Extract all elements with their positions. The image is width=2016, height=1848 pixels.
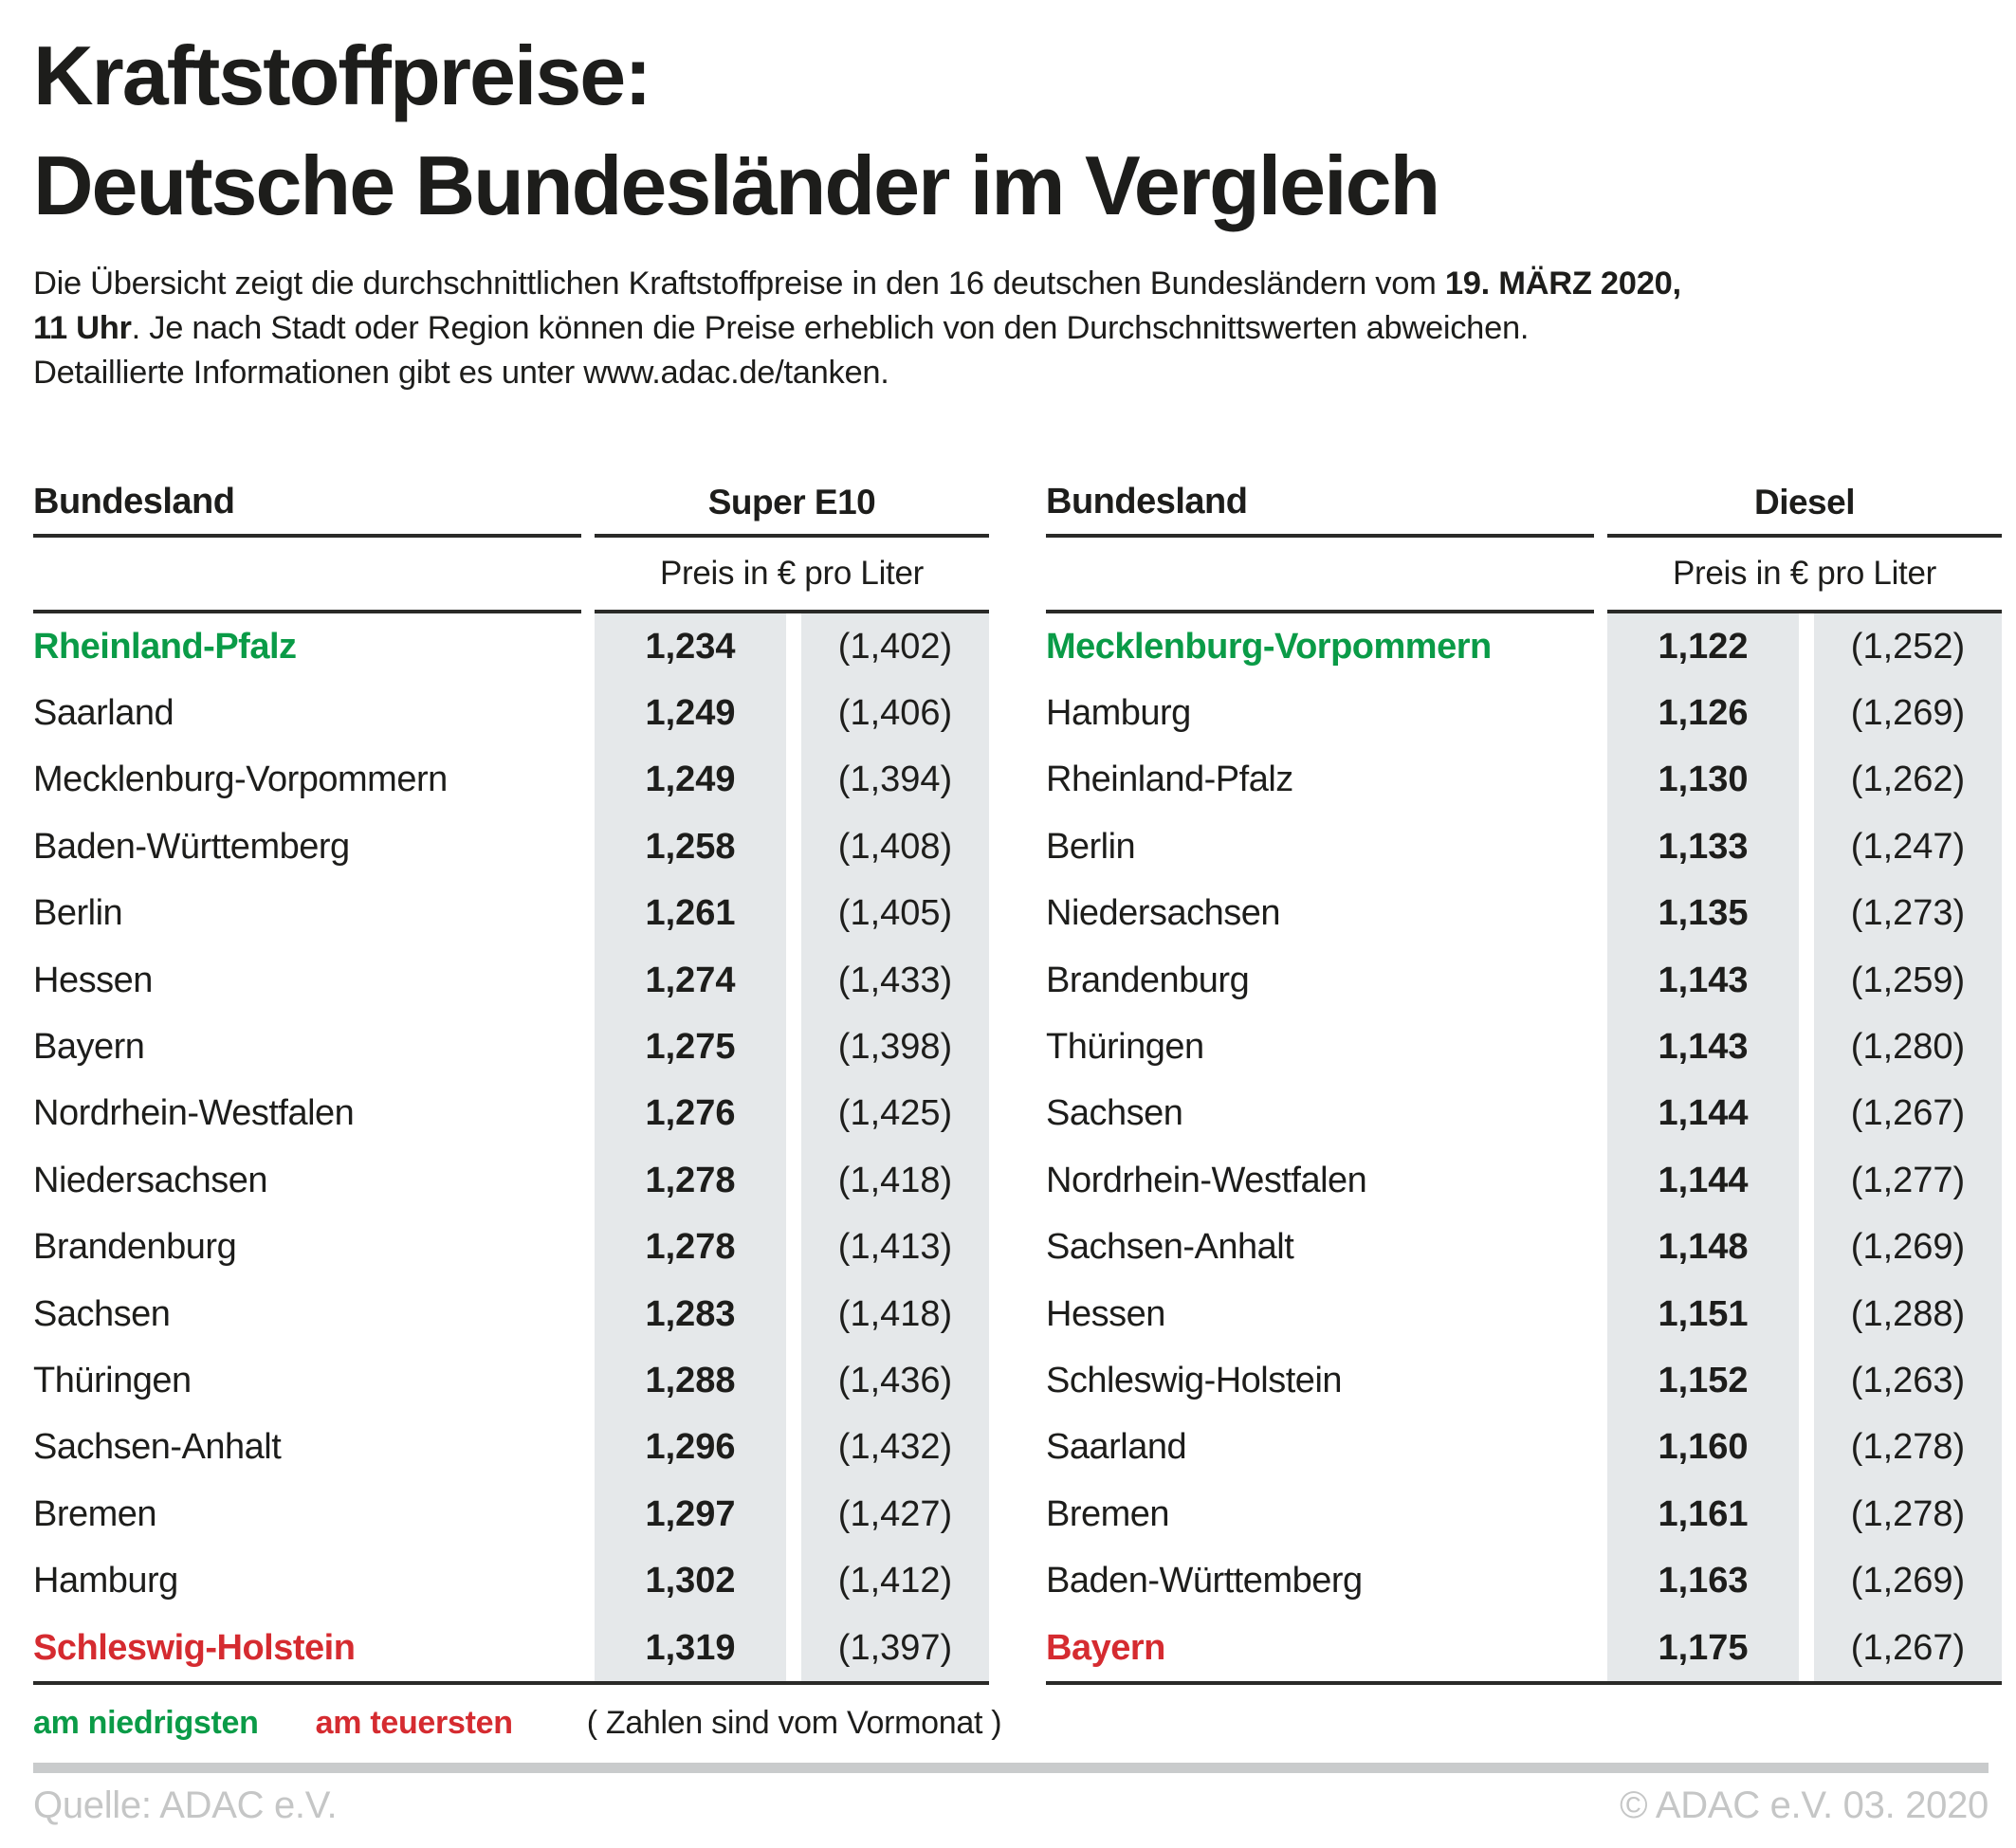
unit-row-spacer [1046,538,1594,613]
table-row [33,1014,989,1080]
table-row [1046,814,2002,880]
table-unit-row [1046,538,2002,613]
state-name: Thüringen [33,1360,192,1400]
previous-month-price: (1,262) [1814,747,2002,814]
legend-highest-label: am teuersten [315,1705,513,1742]
previous-month-price: (1,413) [801,1215,989,1281]
intro-segment: Detaillierte Informationen gibt es unter www.adac.de/tanken. [33,355,889,391]
table-row [33,1215,989,1281]
previous-month-price: (1,425) [801,1081,989,1147]
table-row [33,1347,989,1414]
state-name: Saarland [33,693,174,734]
table-unit-row [33,538,989,613]
current-price: 1,276 [595,1081,786,1147]
previous-month-price: (1,433) [801,947,989,1014]
footer [33,1784,1989,1827]
previous-month-price: (1,436) [801,1347,989,1414]
current-price: 1,278 [595,1147,786,1214]
state-name: Rheinland-Pfalz [1046,759,1293,800]
previous-month-price: (1,280) [1814,1014,2002,1080]
previous-month-price: (1,259) [1814,947,2002,1014]
state-name: Bayern [33,1027,145,1068]
current-price: 1,126 [1607,680,1799,746]
previous-month-price: (1,418) [801,1281,989,1347]
previous-month-price: (1,273) [1814,881,2002,947]
state-name: Brandenburg [33,1227,237,1268]
legend [33,1705,2001,1742]
previous-month-price: (1,267) [1814,1615,2002,1681]
table-row [33,814,989,880]
current-price: 1,135 [1607,881,1799,947]
previous-month-price: (1,418) [801,1147,989,1214]
table-row [1046,1081,2002,1147]
previous-month-price: (1,252) [1814,613,2002,680]
column-gap [581,538,595,613]
state-name: Bremen [1046,1493,1170,1534]
state-name: Saarland [1046,1427,1187,1468]
current-price: 1,151 [1607,1281,1799,1347]
current-price: 1,278 [595,1215,786,1281]
previous-month-price: (1,397) [801,1615,989,1681]
table-row [33,1147,989,1214]
state-name: Schleswig-Holstein [1046,1360,1343,1400]
current-price: 1,130 [1607,747,1799,814]
state-name: Thüringen [1046,1027,1204,1068]
previous-month-price: (1,247) [1814,814,2002,880]
current-price: 1,261 [595,881,786,947]
column-gap [581,475,595,538]
price-table-diesel [1046,475,2002,1685]
current-price: 1,144 [1607,1147,1799,1214]
current-price: 1,249 [595,747,786,814]
state-name: Sachsen [1046,1093,1183,1134]
table-row [1046,1481,2002,1547]
previous-month-price: (1,432) [801,1415,989,1481]
state-name: Sachsen [33,1293,171,1334]
table-row [33,1547,989,1614]
current-price: 1,175 [1607,1615,1799,1681]
current-price: 1,297 [595,1481,786,1547]
current-price: 1,258 [595,814,786,880]
table-row [33,1415,989,1481]
current-price: 1,148 [1607,1215,1799,1281]
table-body [33,613,989,1685]
current-price: 1,288 [595,1347,786,1414]
state-name: Schleswig-Holstein [33,1627,356,1668]
table-header-row [1046,475,2002,538]
legend-lowest-label: am niedrigsten [33,1705,259,1742]
previous-month-price: (1,408) [801,814,989,880]
price-table-super-e10 [33,475,989,1685]
previous-month-price: (1,278) [1814,1415,2002,1481]
unit-row-spacer [33,538,581,613]
state-name: Niedersachsen [1046,893,1280,934]
state-name: Bremen [33,1493,157,1534]
table-row [33,1081,989,1147]
col-header-bundesland: Bundesland [33,475,581,538]
table-row [1046,680,2002,746]
current-price: 1,163 [1607,1547,1799,1614]
current-price: 1,122 [1607,613,1799,680]
state-name: Mecklenburg-Vorpommern [1046,626,1492,667]
state-name: Nordrhein-Westfalen [33,1093,355,1134]
previous-month-price: (1,267) [1814,1081,2002,1147]
current-price: 1,160 [1607,1415,1799,1481]
table-row [1046,613,2002,680]
state-name: Hamburg [1046,693,1191,734]
table-row [33,881,989,947]
state-name: Brandenburg [1046,960,1250,1000]
previous-month-price: (1,427) [801,1481,989,1547]
previous-month-price: (1,402) [801,613,989,680]
current-price: 1,143 [1607,1014,1799,1080]
previous-month-price: (1,398) [801,1014,989,1080]
state-name: Sachsen-Anhalt [1046,1227,1294,1268]
state-name: Hessen [33,960,153,1000]
table-row [33,947,989,1014]
intro-bold-segment: 19. MÄRZ 2020, [1444,265,1681,302]
intro-segment: Die Übersicht zeigt die durchschnittlichen Kraftstoffpreise in den 16 deutschen Bundesländern vom [33,265,1445,302]
state-name: Rheinland-Pfalz [33,626,297,667]
table-row [1046,1281,2002,1347]
table-header-row [33,475,989,538]
previous-month-price: (1,269) [1814,1215,2002,1281]
table-row [33,1281,989,1347]
table-row [33,747,989,814]
previous-month-price: (1,406) [801,680,989,746]
table-row [1046,947,2002,1014]
state-name: Niedersachsen [33,1160,267,1200]
current-price: 1,275 [595,1014,786,1080]
previous-month-price: (1,269) [1814,680,2002,746]
table-row [1046,1147,2002,1214]
col-header-bundesland: Bundesland [1046,475,1594,538]
state-name: Mecklenburg-Vorpommern [33,759,448,800]
footer-divider [33,1763,1989,1773]
current-price: 1,152 [1607,1347,1799,1414]
state-name: Bayern [1046,1627,1165,1668]
intro-text [33,262,2001,395]
current-price: 1,234 [595,613,786,680]
table-row [33,680,989,746]
current-price: 1,296 [595,1415,786,1481]
tables-container [33,475,2001,1685]
table-row [33,1481,989,1547]
current-price: 1,143 [1607,947,1799,1014]
current-price: 1,274 [595,947,786,1014]
footer-copyright: © ADAC e.V. 03. 2020 [1620,1784,1989,1827]
state-name: Nordrhein-Westfalen [1046,1160,1367,1200]
column-gap [1594,475,1607,538]
table-row [1046,1347,2002,1414]
table-row [1046,1547,2002,1614]
page-title [33,21,2001,241]
legend-note: ( Zahlen sind vom Vormonat ) [586,1705,1002,1742]
current-price: 1,283 [595,1281,786,1347]
table-row [1046,747,2002,814]
unit-label: Preis in € pro Liter [595,538,989,613]
state-name: Berlin [33,893,123,934]
page-title-line2: Deutsche Bundesländer im Vergleich [33,138,1439,232]
current-price: 1,249 [595,680,786,746]
col-header-fuel: Diesel [1607,475,2002,538]
state-name: Baden-Württemberg [1046,1561,1363,1601]
current-price: 1,144 [1607,1081,1799,1147]
current-price: 1,302 [595,1547,786,1614]
table-row [1046,1014,2002,1080]
footer-source: Quelle: ADAC e.V. [33,1784,338,1827]
previous-month-price: (1,277) [1814,1147,2002,1214]
table-row [1046,881,2002,947]
table-row [33,613,989,680]
unit-label: Preis in € pro Liter [1607,538,2002,613]
table-row [1046,1615,2002,1681]
previous-month-price: (1,263) [1814,1347,2002,1414]
current-price: 1,133 [1607,814,1799,880]
state-name: Hamburg [33,1561,178,1601]
intro-bold-segment: 11 Uhr [33,310,132,346]
state-name: Hessen [1046,1293,1165,1334]
table-row [1046,1215,2002,1281]
previous-month-price: (1,405) [801,881,989,947]
current-price: 1,319 [595,1615,786,1681]
table-row [1046,1415,2002,1481]
state-name: Berlin [1046,826,1136,867]
previous-month-price: (1,269) [1814,1547,2002,1614]
table-row [33,1615,989,1681]
intro-segment: . Je nach Stadt oder Region können die Preise erheblich von den Durchschnittswerten abweichen. [131,310,1530,346]
table-body [1046,613,2002,1685]
state-name: Sachsen-Anhalt [33,1427,282,1468]
column-gap [1594,538,1607,613]
page-title-line1: Kraftstoffpreise: [33,28,651,122]
current-price: 1,161 [1607,1481,1799,1547]
previous-month-price: (1,278) [1814,1481,2002,1547]
previous-month-price: (1,412) [801,1547,989,1614]
col-header-fuel: Super E10 [595,475,989,538]
state-name: Baden-Württemberg [33,826,350,867]
previous-month-price: (1,394) [801,747,989,814]
previous-month-price: (1,288) [1814,1281,2002,1347]
